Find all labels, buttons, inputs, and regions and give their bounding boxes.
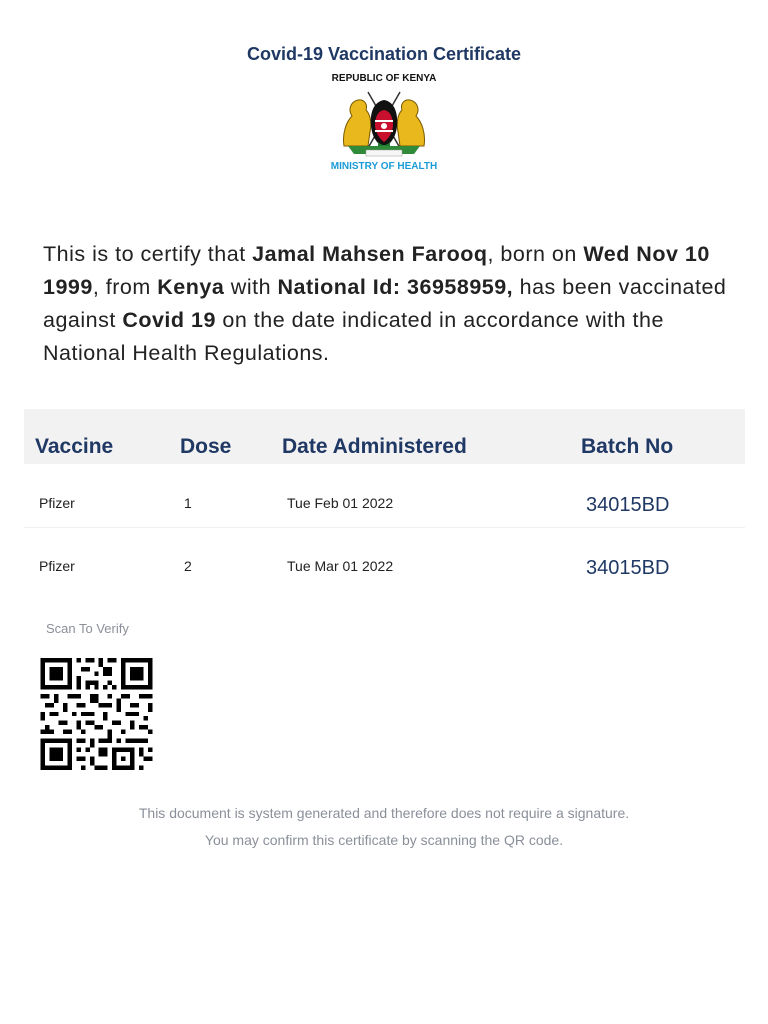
qr-code[interactable] bbox=[37, 658, 156, 770]
row-date: Tue Feb 01 2022 bbox=[287, 495, 394, 511]
date-of-birth: Wed Nov 10 1999 bbox=[43, 242, 710, 299]
certification-statement: This is to certify that Jamal Mahsen Farooq, born on Wed Nov 10 1999, from Kenya with National Id: 36958959, has been vaccinated against Covid 19 on the date indicated in accordance with the National Health Regulations. bbox=[43, 242, 727, 365]
table-row bbox=[24, 528, 745, 590]
row-batch: 34015BD bbox=[586, 557, 670, 579]
disease: Covid 19 bbox=[122, 308, 216, 332]
row-dose: 2 bbox=[184, 558, 192, 574]
column-date-administered: Date Administered bbox=[282, 435, 467, 458]
vaccination-table-header bbox=[24, 409, 745, 464]
kenya-coat-of-arms-icon bbox=[338, 86, 430, 160]
table-row bbox=[24, 465, 745, 528]
row-batch: 34015BD bbox=[586, 494, 670, 516]
certificate-title: Covid-19 Vaccination Certificate bbox=[246, 44, 522, 64]
national-id: National Id: 36958959, bbox=[277, 275, 514, 299]
holder-name: Jamal Mahsen Farooq bbox=[252, 242, 488, 266]
row-date: Tue Mar 01 2022 bbox=[287, 558, 394, 574]
country: Kenya bbox=[157, 275, 225, 299]
row-dose: 1 bbox=[184, 495, 192, 511]
column-dose: Dose bbox=[180, 435, 232, 458]
republic-label: REPUBLIC OF KENYA bbox=[331, 73, 437, 84]
footer-system-generated-note: This document is system generated and therefore does not require a signature. bbox=[138, 805, 630, 821]
row-vaccine: Pfizer bbox=[39, 558, 75, 574]
row-vaccine: Pfizer bbox=[39, 495, 75, 511]
ministry-label: MINISTRY OF HEALTH bbox=[330, 161, 438, 172]
column-vaccine: Vaccine bbox=[35, 435, 114, 458]
column-batch-no: Batch No bbox=[581, 435, 674, 458]
footer-qr-confirm-note: You may confirm this certificate by scanning the QR code. bbox=[204, 832, 564, 848]
scan-to-verify-label: Scan To Verify bbox=[46, 621, 129, 636]
